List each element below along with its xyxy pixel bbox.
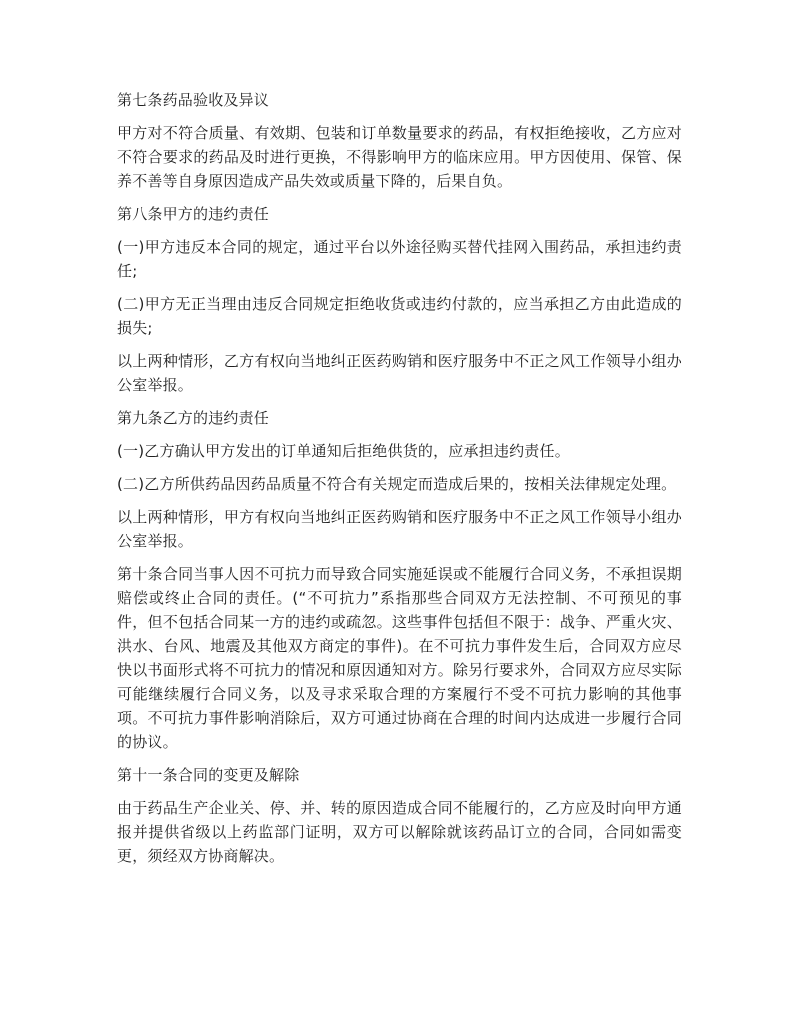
article-8-item-2: (二)甲方无正当理由违反合同规定拒绝收货或违约付款的，应当承担乙方由此造成的损失; bbox=[117, 295, 682, 337]
article-8-item-1: (一)甲方违反本合同的规定，通过平台以外途径购买替代挂网入围药品，承担违约责任; bbox=[117, 238, 682, 280]
article-8-note: 以上两种情形，乙方有权向当地纠正医药购销和医疗服务中不正之风工作领导小组办公室举报。 bbox=[117, 352, 682, 394]
article-9-note: 以上两种情形，甲方有权向当地纠正医药购销和医疗服务中不正之风工作领导小组办公室举报。 bbox=[117, 508, 682, 550]
article-7-heading: 第七条药品验收及异议 bbox=[117, 91, 270, 109]
document-page bbox=[117, 88, 682, 877]
article-9-heading: 第九条乙方的违约责任 bbox=[117, 409, 270, 427]
article-8-heading: 第八条甲方的违约责任 bbox=[117, 205, 270, 223]
article-11-heading: 第十一条合同的变更及解除 bbox=[117, 766, 300, 784]
article-9-item-2: (二)乙方所供药品因药品质量不符合有关规定而造成后果的，按相关法律规定处理。 bbox=[117, 475, 677, 493]
article-10-body: 第十条合同当事人因不可抗力而导致合同实施延误或不能履行合同义务，不承担误期赔偿或终止合同的责任。(“不可抗力”系指那些合同双方无法控制、不可预见的事件，但不包括合同某一方的违约或疏忽。这些事件包括但不限于：战争、严重火灾、洪水、台风、地震及其他双方商定的事件)。在不可抗力事件发生后，合同双方应尽快以书面形式将不可抗力的情况和原因通知对方。除另行要求外，合同双方应尽实际可能继续履行合同义务，以及寻求采取合理的方案履行不受不可抗力影响的其他事项。不可抗力事件影响消除后，双方可通过协商在合理的时间内达成进一步履行合同的协议。 bbox=[117, 565, 682, 751]
article-7-body: 甲方对不符合质量、有效期、包装和订单数量要求的药品，有权拒绝接收，乙方应对不符合要求的药品及时进行更换，不得影响甲方的临床应用。甲方因使用、保管、保养不善等自身原因造成产品失效或质量下降的，后果自负。 bbox=[117, 124, 682, 190]
article-11-body: 由于药品生产企业关、停、并、转的原因造成合同不能履行的，乙方应及时向甲方通报并提供省级以上药监部门证明，双方可以解除就该药品订立的合同，合同如需变更，须经双方协商解决。 bbox=[117, 799, 682, 865]
article-9-item-1: (一)乙方确认甲方发出的订单通知后拒绝供货的，应承担违约责任。 bbox=[117, 442, 570, 460]
